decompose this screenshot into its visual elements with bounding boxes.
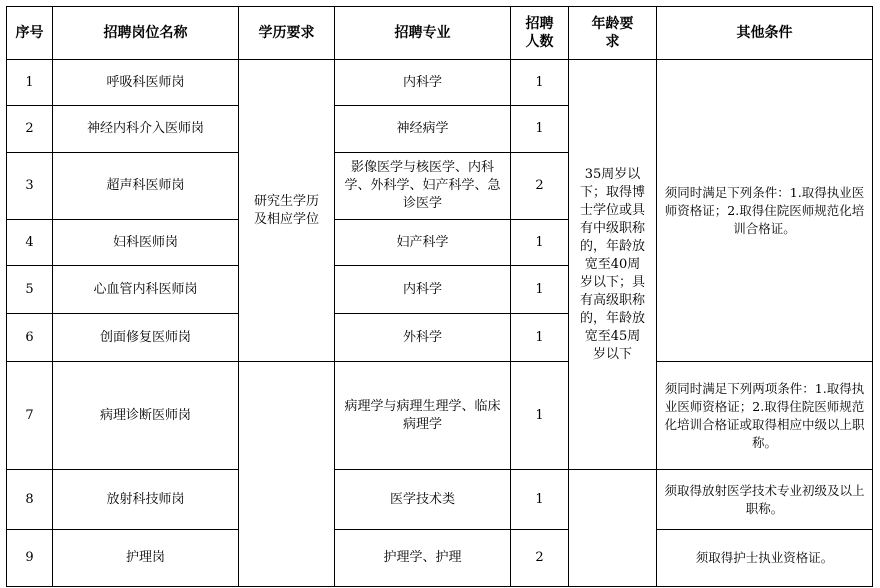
cell-seq: 2: [7, 106, 53, 153]
cell-count: 2: [511, 153, 569, 220]
cell-education: 研究生学历及相应学位: [239, 60, 335, 362]
cell-position: 护理岗: [53, 530, 239, 587]
cell-age: 35周岁以下；取得博士学位或具有中级职称的，年龄放宽至40周岁以下；具有高级职称的，年龄放宽至45周岁以下: [569, 60, 657, 470]
cell-seq: 6: [7, 314, 53, 362]
cell-position: 心血管内科医师岗: [53, 266, 239, 314]
cell-count: 1: [511, 470, 569, 530]
cell-position: 创面修复医师岗: [53, 314, 239, 362]
cell-position: 病理诊断医师岗: [53, 362, 239, 470]
cell-major: 护理学、护理: [335, 530, 511, 587]
cell-seq: 4: [7, 220, 53, 266]
cell-position: 神经内科介入医师岗: [53, 106, 239, 153]
header-education: 学历要求: [239, 7, 335, 60]
cell-count: 1: [511, 220, 569, 266]
cell-position: 超声科医师岗: [53, 153, 239, 220]
header-age: 年龄要求: [569, 7, 657, 60]
cell-seq: 3: [7, 153, 53, 220]
cell-major: 外科学: [335, 314, 511, 362]
cell-major: 内科学: [335, 266, 511, 314]
cell-major: 妇产科学: [335, 220, 511, 266]
cell-conditions-1-6: 须同时满足下列条件：1.取得执业医师资格证；2.取得住院医师规范化培训合格证。: [657, 60, 873, 362]
header-other: 其他条件: [657, 7, 873, 60]
table-row: [7, 470, 873, 530]
cell-count: 1: [511, 314, 569, 362]
recruitment-table: [6, 6, 873, 587]
cell-seq: 1: [7, 60, 53, 106]
header-major: 招聘专业: [335, 7, 511, 60]
cell-seq: 9: [7, 530, 53, 587]
cell-age-blank: [569, 470, 657, 587]
cell-conditions-8: 须取得放射医学技术专业初级及以上职称。: [657, 470, 873, 530]
cell-major: 医学技术类: [335, 470, 511, 530]
table-row: [7, 530, 873, 587]
cell-seq: 8: [7, 470, 53, 530]
cell-count: 1: [511, 362, 569, 470]
cell-education-blank: [239, 362, 335, 587]
table-row: [7, 362, 873, 470]
cell-conditions-9: 须取得护士执业资格证。: [657, 530, 873, 587]
cell-position: 妇科医师岗: [53, 220, 239, 266]
cell-major: 神经病学: [335, 106, 511, 153]
cell-count: 1: [511, 60, 569, 106]
cell-count: 2: [511, 530, 569, 587]
cell-major: 影像医学与核医学、内科学、外科学、妇产科学、急诊医学: [335, 153, 511, 220]
cell-position: 放射科技师岗: [53, 470, 239, 530]
header-row: [7, 7, 873, 60]
cell-major: 病理学与病理生理学、临床病理学: [335, 362, 511, 470]
header-seq: 序号: [7, 7, 53, 60]
cell-position: 呼吸科医师岗: [53, 60, 239, 106]
header-count: 招聘人数: [511, 7, 569, 60]
cell-seq: 5: [7, 266, 53, 314]
cell-conditions-7: 须同时满足下列两项条件：1.取得执业医师资格证；2.取得住院医师规范化培训合格证或取得相应中级以上职称。: [657, 362, 873, 470]
cell-major: 内科学: [335, 60, 511, 106]
cell-seq: 7: [7, 362, 53, 470]
table-row: [7, 60, 873, 106]
cell-count: 1: [511, 106, 569, 153]
cell-count: 1: [511, 266, 569, 314]
header-position: 招聘岗位名称: [53, 7, 239, 60]
